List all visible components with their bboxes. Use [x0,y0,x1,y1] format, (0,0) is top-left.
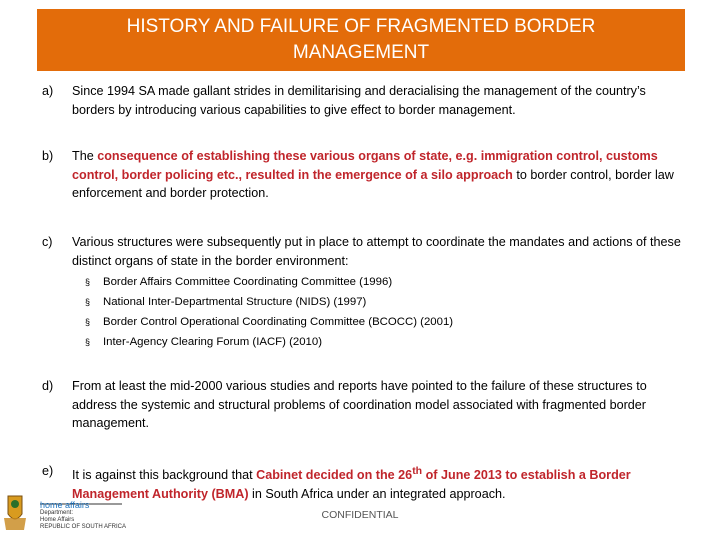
bullet-icon: § [85,277,91,287]
highlighted-text: Cabinet decided on the 26 [256,468,413,483]
item-text [72,462,682,503]
body-text: It is against this background that [72,468,257,483]
item-letter: c) [42,235,53,249]
bullet-icon: § [85,317,91,327]
list-item-b [42,147,682,203]
item-text [72,82,682,119]
list-item-a [42,82,682,119]
body-text: to border control, border law enforcement and border protection. [72,167,674,201]
structure-item [85,332,685,352]
highlighted-text: th [412,465,423,477]
item-text [72,147,682,203]
logo-line: Department: [40,510,74,516]
structures-list [85,272,685,352]
list-item-d [42,377,682,433]
item-letter: e) [42,464,54,478]
structure-item [85,292,685,312]
list-item-c [42,233,682,270]
logo-line: Home Affairs [40,517,75,523]
bullet-icon: § [85,337,91,347]
logo-brand: home affairs [40,500,90,510]
structure-item-text: Border Control Operational Coordinating Committee (BCOCC) (2001) [103,316,454,328]
department-logo-text [40,500,126,531]
body-text: From at least the mid-2000 various studies and reports have pointed to the failure of these structures to address the systemic and structural problems of coordination model associated with fragmented border management. [72,379,647,431]
bullet-icon: § [85,297,91,307]
body-text: Various structures were subsequently put in place to attempt to coordinate the mandates and actions of these distinct organs of state in the border environment: [72,235,681,268]
slide-title-bar [37,9,685,71]
list-item-e [42,462,682,503]
body-text: in South Africa under an integrated approach. [248,486,506,501]
structure-item-text: Inter-Agency Clearing Forum (IACF) (2010) [103,336,323,348]
item-text [72,233,682,270]
body-text: Since 1994 SA made gallant strides in demilitarising and deracialising the management of the country’s borders by introducing various capabilities to give effect to border management. [72,84,646,117]
structure-item-text: Border Affairs Committee Coordinating Committee (1996) [103,276,393,288]
item-letter: b) [42,149,54,163]
structure-item [85,272,685,292]
logo-line: REPUBLIC OF SOUTH AFRICA [40,524,127,530]
structure-item-text: National Inter-Departmental Structure (NIDS) (1997) [103,296,367,308]
item-text [72,377,682,433]
item-letter: d) [42,379,54,393]
item-letter: a) [42,84,54,98]
confidential-label: CONFIDENTIAL [321,509,399,521]
structure-item [85,312,685,332]
body-text: The [72,149,98,163]
slide-title: HISTORY AND FAILURE OF FRAGMENTED BORDER MANAGEMENT [126,16,596,63]
highlighted-text: consequence of establishing these various organs of state, e.g. immigration control, customs control, border policing etc., resulted in the emergence of a silo approach [72,149,658,182]
highlighted-text: of June 2013 to establish a Border Management Authority (BMA) [72,468,631,501]
